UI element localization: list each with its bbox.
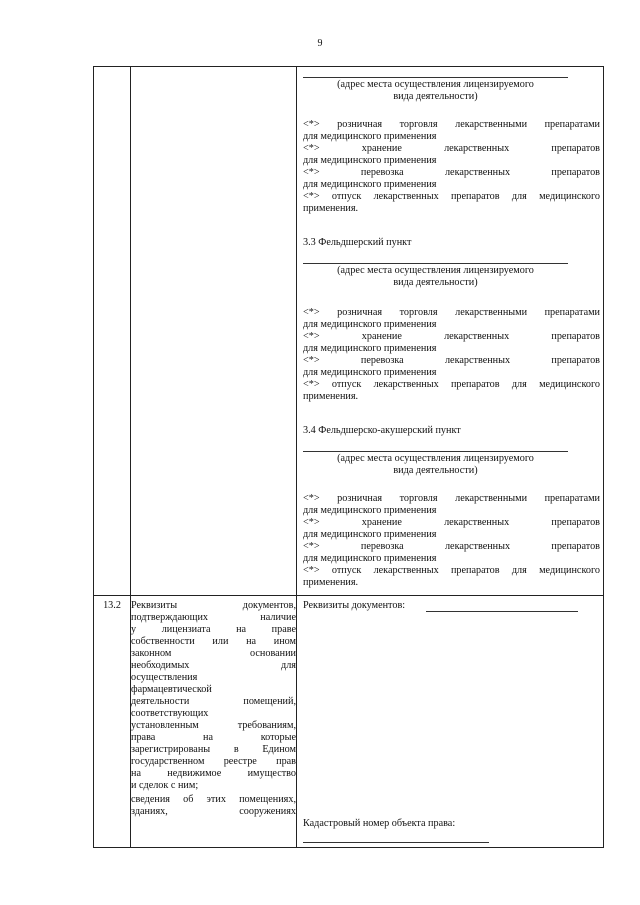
list-item: для медицинского применения [303, 319, 437, 330]
address-caption: вида деятельности) [393, 277, 478, 288]
list-item: <*> перевозка лекарственных препаратов [303, 355, 600, 366]
list-item: применения. [303, 391, 359, 402]
description-line: сведения об этих помещениях, [131, 794, 296, 805]
list-item: <*> розничная торговля лекарственными препаратами [303, 493, 600, 504]
requisites-field-line [426, 611, 578, 612]
description-line: и сделок с ним; [131, 780, 199, 791]
section-heading: 3.3 Фельдшерский пункт [303, 237, 412, 248]
address-caption: (адрес места осуществления лицензируемого [337, 265, 534, 276]
address-caption: вида деятельности) [393, 465, 478, 476]
column-divider-2 [296, 67, 297, 847]
description-line: собственности или на ином [131, 636, 296, 647]
address-caption: вида деятельности) [393, 91, 478, 102]
description-line: подтверждающих наличие [131, 612, 296, 623]
cadastral-field-line [303, 842, 489, 843]
address-line [303, 451, 568, 452]
list-item: <*> перевозка лекарственных препаратов [303, 541, 600, 552]
list-item: для медицинского применения [303, 155, 437, 166]
list-item: применения. [303, 203, 359, 214]
address-caption: (адрес места осуществления лицензируемого [337, 453, 534, 464]
row-number: 13.2 [103, 600, 121, 611]
list-item: <*> отпуск лекарственных препаратов для медицинского [303, 379, 600, 390]
description-line: на недвижимое имущество [131, 768, 296, 779]
description-line: государственном реестре прав [131, 756, 296, 767]
description-line: у лицензиата на праве [131, 624, 296, 635]
list-item: для медицинского применения [303, 553, 437, 564]
address-line [303, 77, 568, 78]
description-line: законном основании [131, 648, 296, 659]
list-item: для медицинского применения [303, 505, 437, 516]
description-line: необходимых для [131, 660, 296, 671]
address-caption: (адрес места осуществления лицензируемого [337, 79, 534, 90]
list-item: для медицинского применения [303, 529, 437, 540]
description-line: деятельности помещений, [131, 696, 296, 707]
list-item: <*> розничная торговля лекарственными препаратами [303, 307, 600, 318]
document-table [93, 66, 604, 848]
list-item: для медицинского применения [303, 343, 437, 354]
page-number: 9 [317, 38, 323, 49]
description-line: зданиях, сооружениях [131, 806, 296, 817]
description-line: фармацевтической [131, 684, 212, 695]
list-item: <*> розничная торговля лекарственными препаратами [303, 119, 600, 130]
address-line [303, 263, 568, 264]
list-item: <*> отпуск лекарственных препаратов для медицинского [303, 191, 600, 202]
list-item: <*> хранение лекарственных препаратов [303, 517, 600, 528]
description-line: осуществления [131, 672, 198, 683]
list-item: <*> отпуск лекарственных препаратов для медицинского [303, 565, 600, 576]
list-item: <*> перевозка лекарственных препаратов [303, 167, 600, 178]
description-line: права на которые [131, 732, 296, 743]
list-item: для медицинского применения [303, 367, 437, 378]
list-item: для медицинского применения [303, 131, 437, 142]
row-divider [94, 595, 603, 596]
description-line: установленным требованиям, [131, 720, 296, 731]
list-item: применения. [303, 577, 359, 588]
section-heading: 3.4 Фельдшерско-акушерский пункт [303, 425, 461, 436]
list-item: <*> хранение лекарственных препаратов [303, 143, 600, 154]
list-item: для медицинского применения [303, 179, 437, 190]
list-item: <*> хранение лекарственных препаратов [303, 331, 600, 342]
description-line: зарегистрированы в Едином [131, 744, 296, 755]
requisites-label: Реквизиты документов: [303, 600, 406, 611]
description-line: соответствующих [131, 708, 209, 719]
cadastral-label: Кадастровый номер объекта права: [303, 818, 456, 829]
description-line: Реквизиты документов, [131, 600, 296, 611]
